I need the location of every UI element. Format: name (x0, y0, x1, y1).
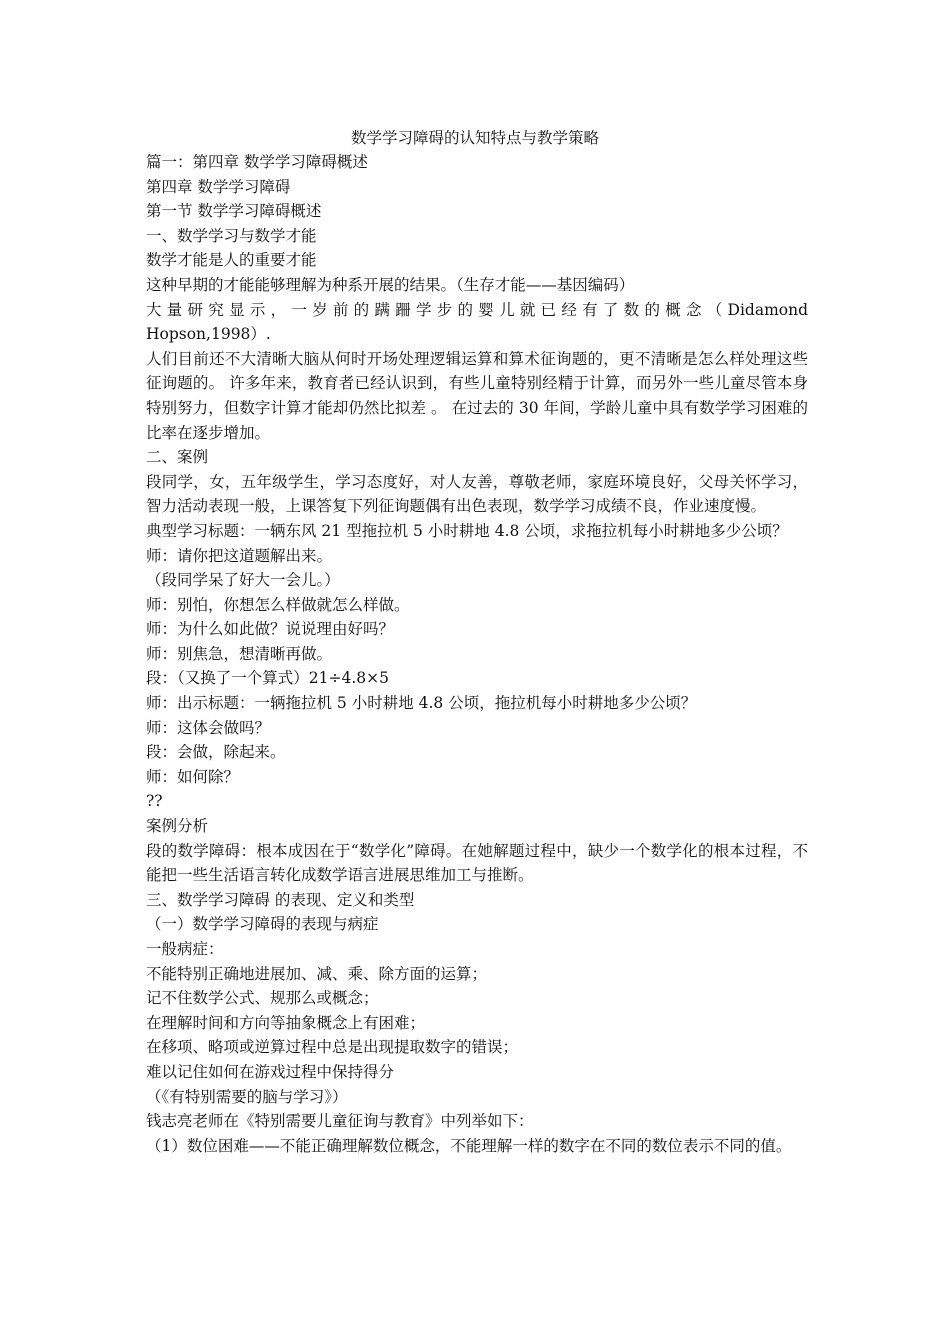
paragraph: 二、案例 (146, 448, 209, 467)
paragraph: ?? (146, 792, 163, 811)
paragraph: 难以记住如何在游戏过程中保持得分 (146, 1062, 395, 1081)
paragraph: 在移项、略项或逆算过程中总是出现提取数字的错误； (146, 1038, 519, 1057)
paragraph: 不能特别正确地进展加、减、乘、除方面的运算； (146, 964, 488, 983)
paragraph: 这种早期的才能能够理解为种系开展的结果。（生存才能——基因编码） (146, 275, 635, 294)
paragraph: 第一节 数学学习障碍概述 (146, 202, 322, 221)
paragraph: 大量研究显示，一岁前的蹒跚学步的婴儿就已经有了数的概念（Didamond (146, 300, 808, 319)
paragraph: 段的数学障碍：根本成因在于“数学化”障碍。在她解题过程中，缺少一个数学化的根本过程，不能把一些生活语言转化成数学语言进展思维加工与推断。 (146, 841, 808, 885)
paragraph: 一、数学学习与数学才能 (146, 226, 317, 245)
paragraph: 第四章 数学学习障碍 (146, 177, 291, 196)
paragraph: （段同学呆了好大一会儿。） (146, 571, 340, 590)
paragraph: （一）数学学习障碍的表现与病症 (146, 915, 379, 934)
paragraph: 数学才能是人的重要才能 (146, 251, 317, 270)
paragraph: 记不住数学公式、规那么或概念； (146, 989, 379, 1008)
paragraph: 段：（又换了一个算式）21÷4.8×5 (146, 669, 389, 688)
paragraph: 段：会做，除起来。 (146, 743, 286, 762)
paragraph: 一般病症： (146, 940, 224, 958)
paragraph: 师：出示标题：一辆拖拉机 5 小时耕地 4.8 公顷，拖拉机每小时耕地多少公顷？ (146, 694, 697, 713)
paragraph: 典型学习标题：一辆东风 21 型拖拉机 5 小时耕地 4.8 公顷，求拖拉机每小时耕地多少公顷？ (146, 521, 788, 540)
paragraph: 三、数学学习障碍 的表现、定义和类型 (146, 890, 415, 909)
paragraph: 师：这体会做吗？ (146, 718, 271, 737)
paragraph: 篇一：第四章 数学学习障碍概述 (146, 153, 368, 171)
paragraph: （1）数位困难——不能正确理解数位概念，不能理解一样的数字在不同的数位表示不同的值。 (146, 1136, 792, 1155)
paragraph: （《有特别需要的脑与学习》） (146, 1087, 348, 1106)
document-title: 数学学习障碍的认知特点与教学策略 (350, 129, 599, 147)
document-body (146, 150, 808, 1158)
paragraph: 在理解时间和方向等抽象概念上有困难； (146, 1013, 426, 1032)
paragraph: 案例分析 (146, 817, 209, 836)
paragraph: Hopson,1998）. (146, 325, 271, 344)
paragraph: 师：为什么如此做？说说理由好吗？ (146, 620, 395, 639)
paragraph: 师：请你把这道题解出来。 (146, 546, 333, 565)
paragraph: 人们目前还不大清晰大脑从何时开场处理逻辑运算和算术征询题的，更不清晰是怎么样处理这些征询题的。 许多年来，教育者已经认识到，有些儿童特别经精于计算，而另外一些儿童尽管本身特别努力，但数字计算才能却仍然比拟差 。 在过去的 30 年间，学龄儿童中具有数学学习困难的比率在逐步增加。 (146, 349, 808, 442)
paragraph: 师：如何除？ (146, 767, 240, 786)
paragraph: 钱志亮老师在《特别需要儿童征询与教育》中列举如下： (146, 1112, 534, 1131)
paragraph: 师：别焦急，想清晰再做。 (146, 644, 333, 663)
paragraph: 师：别怕，你想怎么样做就怎么样做。 (146, 595, 410, 614)
paragraph: 段同学，女，五年级学生，学习态度好，对人友善，尊敬老师，家庭环境良好，父母关怀学习，智力活动表现一般，上课答复下列征询题偶有出色表现，数学学习成绩不良，作业速度慢。 (146, 472, 808, 516)
